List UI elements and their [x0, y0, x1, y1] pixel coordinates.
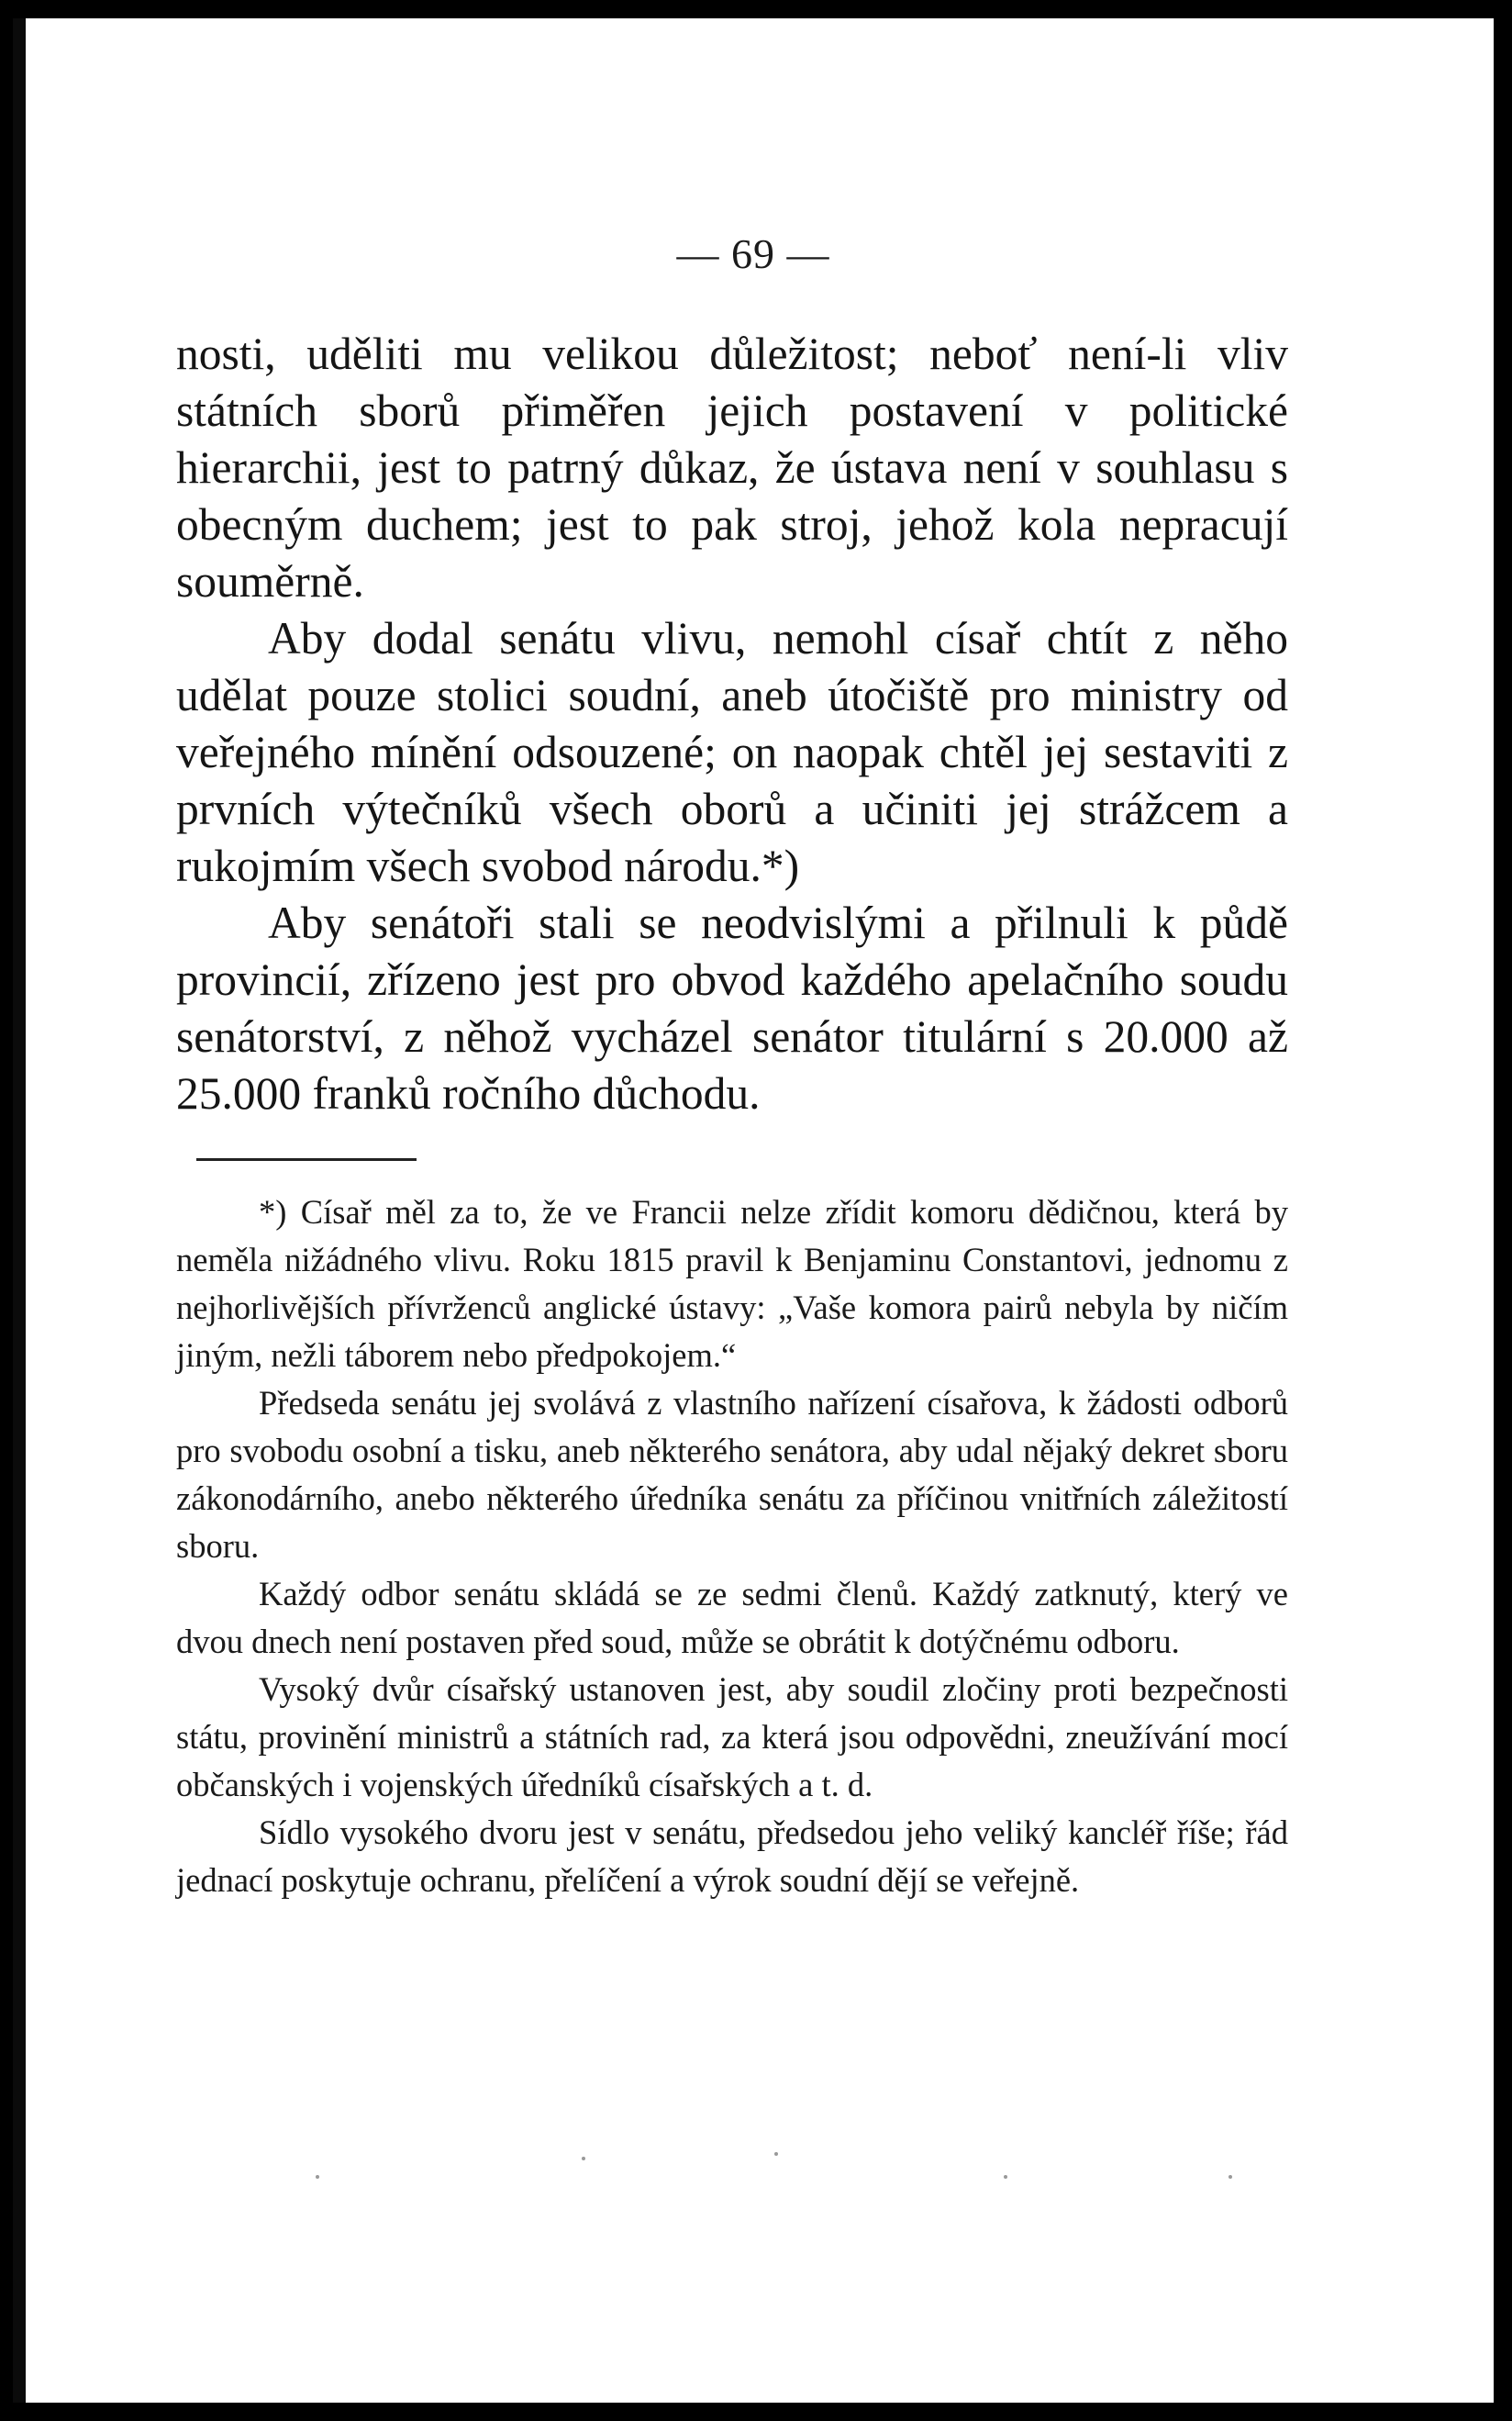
main-paragraph: Aby dodal senátu vlivu, nemohl císař chtít z něho udělat pouze stolici soudní, aneb útočiště pro ministry od veřejného mínění odsouzené; on naopak chtěl jej sestaviti z prvních výtečníků všech oborů a učiniti jej strážcem a rukojmím všech svobod národu.*): [176, 613, 1288, 891]
footnote-separator-rule: [196, 1158, 417, 1161]
footnote-paragraph: Každý odbor senátu skládá se ze sedmi členů. Každý zatknutý, který ve dvou dnech není postaven před soud, může se obrátit k dotýčnému odboru.: [176, 1575, 1288, 1660]
footnote-paragraph: Předseda senátu jej svolává z vlastního nařízení císařova, k žádosti odborů pro svobodu osobní a tisku, aneb některého senátora, aby udal nějaký dekret sboru zákonodárního, anebo některého úředníka senátu za příčinou vnitřních záležitostí sboru.: [176, 1384, 1288, 1565]
scan-speck: [1228, 2175, 1232, 2179]
footnote-paragraph: Vysoký dvůr císařský ustanoven jest, aby soudil zločiny proti bezpečnosti státu, provinění ministrů a státních rad, za která jsou odpovědni, zneužívání mocí občanských i vojenských úředníků císařských a t. d.: [176, 1670, 1288, 1803]
scan-speck: [316, 2175, 319, 2179]
scan-speck: [774, 2152, 778, 2156]
page-left-edge: [13, 18, 26, 2403]
main-paragraph: Aby senátoři stali se neodvislými a přilnuli k půdě provincií, zřízeno jest pro obvod každého apelačního soudu senátorství, z něhož vycházel senátor titulární s 20.000 až 25.000 franků ročního důchodu.: [176, 898, 1288, 1119]
footnote-paragraph: Sídlo vysokého dvoru jest v senátu, předsedou jeho veliký kancléř říše; řád jednací poskytuje ochranu, přelíčení a výrok soudní dějí se veřejně.: [176, 1813, 1288, 1899]
main-paragraph: nosti, uděliti mu velikou důležitost; neboť není-li vliv státních sborů přiměřen jejich postavení v politické hierarchii, jest to patrný důkaz, že ústava není v souhlasu s obecným duchem; jest to pak stroj, jehož kola nepracují souměrně.: [176, 329, 1288, 607]
page-number: — 69 —: [676, 230, 830, 277]
main-text-body: [176, 326, 1288, 1122]
scanned-page: [13, 18, 1494, 2403]
scan-speck: [582, 2157, 585, 2160]
footnote-paragraph: *) Císař měl za to, že ve Francii nelze zřídit komoru dědičnou, která by neměla nižádného vlivu. Roku 1815 pravil k Benjaminu Constantovi, jednomu z nejhorlivějších přívrženců anglické ústavy: „Vaše komora pairů nebyla by ničím jiným, nežli táborem nebo předpokojem.“: [176, 1193, 1288, 1374]
scan-speck: [1004, 2175, 1007, 2179]
footnote-block: [176, 1188, 1288, 1904]
